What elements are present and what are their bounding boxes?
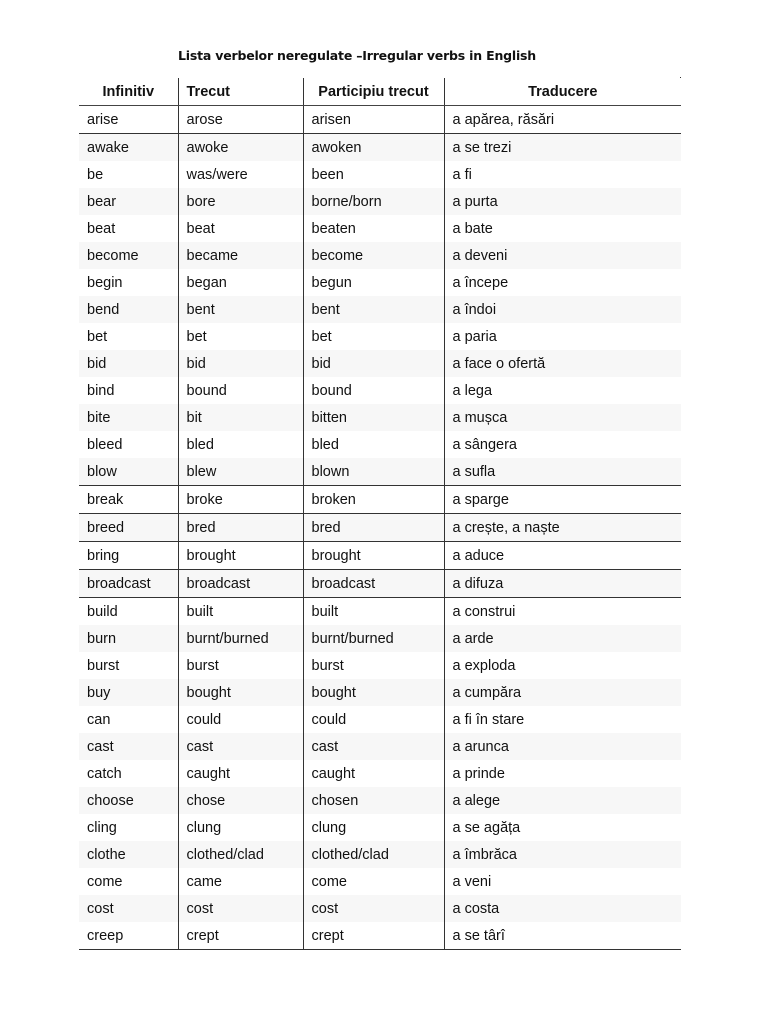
traducere-cell: a fi — [444, 161, 681, 188]
trecut-cell: cast — [178, 733, 303, 760]
document-title: Lista verbelor neregulate –Irregular verbs in English — [178, 48, 536, 63]
trecut-cell: awoke — [178, 134, 303, 162]
participiu-cell: caught — [303, 760, 444, 787]
participiu-cell: clothed/clad — [303, 841, 444, 868]
infinitiv-cell: cost — [79, 895, 178, 922]
infinitiv-cell: can — [87, 711, 111, 728]
trecut-cell: broke — [178, 486, 303, 514]
infinitiv-cell: burst — [87, 657, 120, 674]
trecut-cell: chose — [178, 787, 303, 814]
infinitiv-cell: begin — [87, 274, 123, 291]
participiu-cell: clung — [303, 814, 444, 841]
trecut-cell: bit — [178, 404, 303, 431]
participiu-cell: been — [303, 161, 444, 188]
infinitiv-cell: bring — [79, 542, 178, 570]
trecut-cell: blew — [178, 458, 303, 486]
infinitiv-cell: cast — [79, 733, 178, 760]
table-row — [79, 242, 681, 269]
column-header-participiu-trecut: Participiu trecut — [303, 78, 444, 106]
traducere-cell: a arunca — [444, 733, 681, 760]
trecut-cell: cost — [178, 895, 303, 922]
participiu-cell: cast — [303, 733, 444, 760]
table-row — [79, 296, 681, 323]
table-row — [79, 598, 681, 626]
participiu-cell: brought — [303, 542, 444, 570]
trecut-cell: burnt/burned — [178, 625, 303, 652]
irregular-verbs-table — [79, 78, 681, 950]
table-row — [79, 787, 681, 814]
table-row — [79, 895, 681, 922]
participiu-cell: built — [303, 598, 444, 626]
participiu-cell: become — [303, 242, 444, 269]
trecut-cell: became — [178, 242, 303, 269]
participiu-cell: bled — [303, 431, 444, 458]
trecut-cell: bid — [178, 350, 303, 377]
traducere-cell: a arde — [444, 625, 681, 652]
infinitiv-cell: buy — [79, 679, 178, 706]
infinitiv-cell: bend — [79, 296, 178, 323]
infinitiv-cell: burn — [79, 625, 178, 652]
traducere-cell: a paria — [444, 323, 681, 350]
participiu-cell: bred — [303, 514, 444, 542]
table-row — [79, 733, 681, 760]
column-header-trecut: Trecut — [178, 78, 303, 106]
traducere-cell: a crește, a naște — [444, 514, 681, 542]
participiu-cell: burnt/burned — [303, 625, 444, 652]
infinitiv-cell: bet — [87, 328, 108, 345]
traducere-cell: a construi — [444, 598, 681, 626]
participiu-cell: blown — [303, 458, 444, 486]
trecut-cell: brought — [178, 542, 303, 570]
traducere-cell: a sufla — [444, 458, 681, 486]
table-row — [79, 188, 681, 215]
table-row — [79, 542, 681, 570]
participiu-cell: awoken — [303, 134, 444, 162]
trecut-cell: clung — [178, 814, 303, 841]
table-row — [79, 134, 681, 162]
trecut-cell: was/were — [178, 161, 303, 188]
infinitiv-cell: breed — [79, 514, 178, 542]
participiu-cell: bought — [303, 679, 444, 706]
participiu-cell: burst — [303, 652, 444, 679]
table-row — [79, 377, 681, 404]
participiu-cell: bitten — [303, 404, 444, 431]
traducere-cell: a se agăța — [444, 814, 681, 841]
infinitiv-cell: bleed — [87, 436, 123, 453]
traducere-cell: a purta — [444, 188, 681, 215]
trecut-cell: came — [178, 868, 303, 895]
participiu-cell: broadcast — [303, 570, 444, 598]
column-header-traducere: Traducere — [444, 78, 681, 106]
infinitiv-cell: bind — [87, 382, 115, 399]
trecut-cell: bought — [178, 679, 303, 706]
traducere-cell: a începe — [444, 269, 681, 296]
traducere-cell: a se trezi — [444, 134, 681, 162]
infinitiv-cell: arise — [79, 106, 178, 134]
trecut-cell: bent — [178, 296, 303, 323]
infinitiv-cell: clothe — [79, 841, 178, 868]
traducere-cell: a bate — [444, 215, 681, 242]
participiu-cell: beaten — [303, 215, 444, 242]
infinitiv-cell: beat — [87, 220, 116, 237]
table-row — [79, 625, 681, 652]
traducere-cell: a aduce — [444, 542, 681, 570]
table-row — [79, 269, 681, 296]
trecut-cell: could — [178, 706, 303, 733]
participiu-cell: crept — [303, 922, 444, 950]
participiu-cell: borne/born — [303, 188, 444, 215]
table-row — [79, 868, 681, 895]
infinitiv-cell: break — [79, 486, 178, 514]
table-header-row — [79, 78, 681, 106]
table-row — [79, 814, 681, 841]
participiu-cell: could — [303, 706, 444, 733]
infinitiv-cell: be — [87, 166, 104, 183]
trecut-cell: arose — [178, 106, 303, 134]
infinitiv-cell: catch — [87, 765, 122, 782]
table-row — [79, 706, 681, 733]
traducere-cell: a se târî — [444, 922, 681, 950]
infinitiv-cell: become — [79, 242, 178, 269]
participiu-cell: bid — [303, 350, 444, 377]
traducere-cell: a sparge — [444, 486, 681, 514]
infinitiv-cell: bite — [79, 404, 178, 431]
trecut-cell: bore — [178, 188, 303, 215]
traducere-cell: a sângera — [444, 431, 681, 458]
infinitiv-cell: come — [87, 873, 123, 890]
trecut-cell: bled — [178, 431, 303, 458]
infinitiv-cell: build — [87, 603, 118, 620]
table-row — [79, 514, 681, 542]
participiu-cell: arisen — [303, 106, 444, 134]
traducere-cell: a exploda — [444, 652, 681, 679]
table-row — [79, 679, 681, 706]
table-row — [79, 431, 681, 458]
table-row — [79, 106, 681, 134]
infinitiv-cell: bear — [79, 188, 178, 215]
infinitiv-cell: blow — [79, 458, 178, 486]
participiu-cell: chosen — [303, 787, 444, 814]
traducere-cell: a face o ofertă — [444, 350, 681, 377]
traducere-cell: a lega — [444, 377, 681, 404]
trecut-cell: began — [178, 269, 303, 296]
traducere-cell: a apărea, răsări — [444, 106, 681, 134]
traducere-cell: a mușca — [444, 404, 681, 431]
table-row — [79, 922, 681, 950]
traducere-cell: a alege — [444, 787, 681, 814]
table-row — [79, 486, 681, 514]
traducere-cell: a deveni — [444, 242, 681, 269]
table-row — [79, 841, 681, 868]
trecut-cell: bet — [178, 323, 303, 350]
traducere-cell: a costa — [444, 895, 681, 922]
table-row — [79, 652, 681, 679]
participiu-cell: cost — [303, 895, 444, 922]
participiu-cell: broken — [303, 486, 444, 514]
table-row — [79, 161, 681, 188]
traducere-cell: a prinde — [444, 760, 681, 787]
traducere-cell: a difuza — [444, 570, 681, 598]
infinitiv-cell: choose — [79, 787, 178, 814]
infinitiv-cell: cling — [87, 819, 117, 836]
traducere-cell: a fi în stare — [444, 706, 681, 733]
traducere-cell: a îndoi — [444, 296, 681, 323]
infinitiv-cell: awake — [79, 134, 178, 162]
traducere-cell: a veni — [444, 868, 681, 895]
participiu-cell: bound — [303, 377, 444, 404]
trecut-cell: burst — [178, 652, 303, 679]
infinitiv-cell: bid — [79, 350, 178, 377]
traducere-cell: a îmbrăca — [444, 841, 681, 868]
infinitiv-cell: broadcast — [79, 570, 178, 598]
table-row — [79, 458, 681, 486]
participiu-cell: come — [303, 868, 444, 895]
table-row — [79, 350, 681, 377]
trecut-cell: beat — [178, 215, 303, 242]
trecut-cell: bound — [178, 377, 303, 404]
trecut-cell: caught — [178, 760, 303, 787]
trecut-cell: bred — [178, 514, 303, 542]
infinitiv-cell: creep — [79, 922, 178, 950]
trecut-cell: clothed/clad — [178, 841, 303, 868]
table-row — [79, 404, 681, 431]
participiu-cell: bent — [303, 296, 444, 323]
table-row — [79, 215, 681, 242]
trecut-cell: crept — [178, 922, 303, 950]
trecut-cell: built — [178, 598, 303, 626]
column-header-infinitiv: Infinitiv — [79, 78, 178, 106]
participiu-cell: bet — [303, 323, 444, 350]
participiu-cell: begun — [303, 269, 444, 296]
table-row — [79, 760, 681, 787]
table-row — [79, 323, 681, 350]
trecut-cell: broadcast — [178, 570, 303, 598]
traducere-cell: a cumpăra — [444, 679, 681, 706]
table-row — [79, 570, 681, 598]
